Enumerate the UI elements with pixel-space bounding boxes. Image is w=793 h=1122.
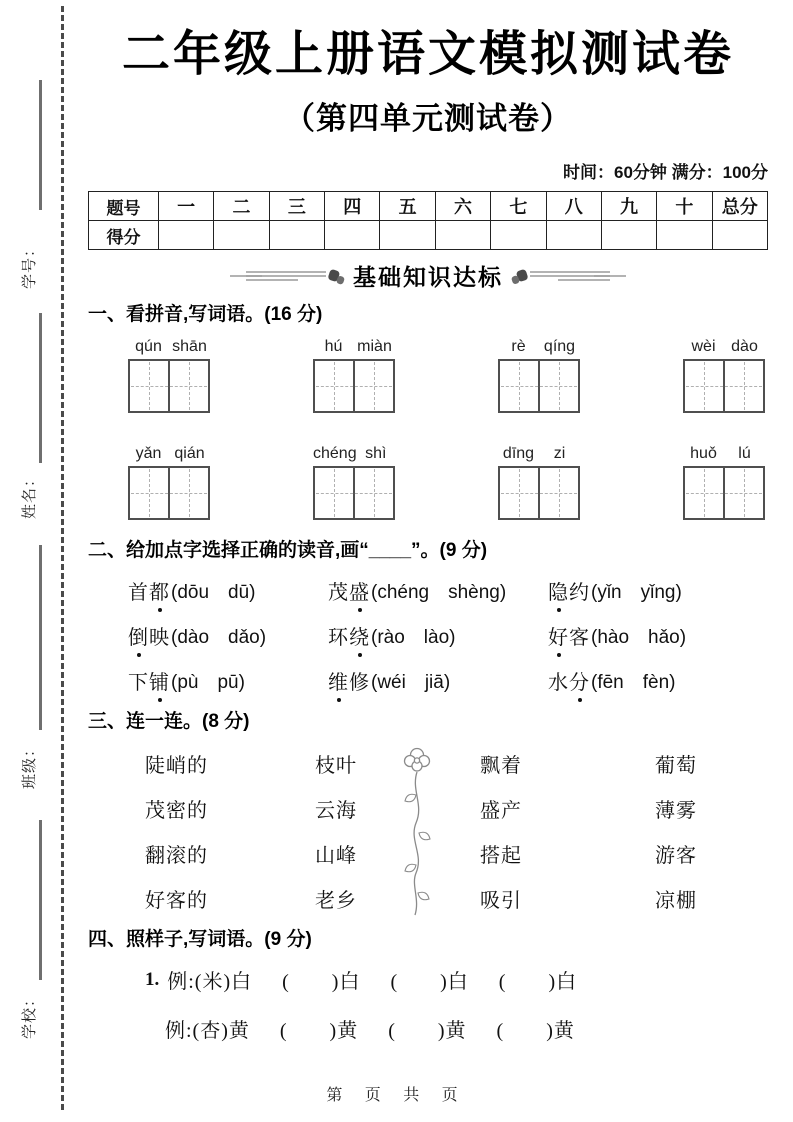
writing-box <box>498 359 580 413</box>
match-word: 茂密的 <box>145 800 208 823</box>
match-word: 葡萄 <box>655 755 697 778</box>
question-4-line-1 <box>88 965 768 994</box>
pinyin-syllable: qián <box>174 445 205 463</box>
match-word: 游客 <box>655 845 697 868</box>
pronunciation-item: 茂盛 (chéng shèng) <box>328 568 548 613</box>
pinyin-syllable: lú <box>738 445 751 463</box>
fill-blank: ( )白 <box>282 971 361 994</box>
section-banner-title: 基础知识达标 <box>353 264 503 291</box>
dotted-character: 分 <box>569 666 590 695</box>
writing-cell <box>538 468 578 518</box>
pinyin-syllable: dào <box>731 338 758 356</box>
writing-cell <box>723 468 763 518</box>
question-1-title: 一、看拼音,写词语。(16 分) <box>88 304 323 326</box>
score-header-cell: 七 <box>491 192 546 221</box>
pronunciation-item: 下铺 (pù pū) <box>128 658 328 703</box>
match-word: 老乡 <box>315 890 357 913</box>
writing-box <box>498 466 580 520</box>
pronunciation-item: 倒映 (dào dǎo) <box>128 613 328 658</box>
flower-vine-decoration-icon <box>396 745 438 917</box>
pinyin-syllable: wèi <box>691 338 716 356</box>
score-header-cell: 总分 <box>712 192 767 221</box>
writing-cell <box>353 468 393 518</box>
pinyin-group <box>498 445 580 520</box>
dotted-character: 倒 <box>128 621 149 650</box>
pinyin-syllable: yǎn <box>135 445 162 463</box>
points-label-cell: 得分 <box>89 221 159 250</box>
pinyin-options: (rào lào) <box>371 627 456 649</box>
student-info-fill-line <box>39 820 42 980</box>
paper-subtitle: （第四单元测试卷） <box>284 101 572 137</box>
dotted-character: 盛 <box>349 576 370 605</box>
pinyin-group <box>498 338 580 413</box>
pinyin-syllable: chéng <box>313 445 357 463</box>
pinyin-group <box>683 338 765 413</box>
pinyin-options: (yǐn yǐng) <box>591 582 682 604</box>
pinyin-options: (dōu dū) <box>171 582 256 604</box>
seal-line <box>61 6 64 1110</box>
match-word: 搭起 <box>480 845 522 868</box>
writing-cell <box>130 468 168 518</box>
score-table <box>88 191 768 250</box>
match-word: 陡峭的 <box>145 755 208 778</box>
writing-cell <box>500 361 538 411</box>
pinyin-options: (chéng shèng) <box>371 582 507 604</box>
pinyin-options: (wéi jiā) <box>371 672 451 694</box>
score-header-cell: 三 <box>269 192 324 221</box>
dotted-character: 好 <box>548 621 569 650</box>
pinyin-group <box>313 445 395 520</box>
writing-cell <box>315 361 353 411</box>
writing-cell <box>723 361 763 411</box>
student-info-fill-line <box>39 313 42 463</box>
writing-cell <box>500 468 538 518</box>
match-word: 薄雾 <box>655 800 697 823</box>
student-name-label: 姓名： <box>21 471 38 520</box>
sub-question-number: 1. <box>145 968 160 990</box>
pinyin-syllable: rè <box>511 338 526 356</box>
pinyin-syllable: hú <box>324 338 343 356</box>
writing-cell <box>353 361 393 411</box>
writing-cell <box>168 361 208 411</box>
pinyin-options: (dào dǎo) <box>171 627 267 649</box>
fill-blank: ( )黄 <box>279 1020 359 1043</box>
pinyin-syllable: qún <box>135 338 162 356</box>
writing-box <box>313 466 395 520</box>
fill-blank: ( )白 <box>498 971 578 994</box>
writing-cell <box>315 468 353 518</box>
match-word: 凉棚 <box>655 890 697 913</box>
match-word: 盛产 <box>480 800 522 823</box>
pronunciation-item: 首都 (dōu dū) <box>128 568 328 613</box>
pinyin-syllable: shān <box>172 338 207 356</box>
section-banner <box>88 259 768 292</box>
match-word: 山峰 <box>315 845 357 868</box>
question-3-matching <box>88 741 768 921</box>
pinyin-syllable: qíng <box>543 338 576 356</box>
points-empty-cell <box>214 221 269 250</box>
writing-cell <box>685 361 723 411</box>
writing-cell <box>538 361 578 411</box>
match-word: 翻滚的 <box>145 845 208 868</box>
pinyin-syllable: huǒ <box>690 445 717 463</box>
dotted-character: 都 <box>149 576 170 605</box>
question-4-line-2 <box>88 1014 768 1043</box>
score-table-header-row <box>89 192 768 221</box>
question-2-title: 二、给加点字选择正确的读音,画“____”。(9 分) <box>88 540 488 562</box>
question-3-title: 三、连一连。(8 分) <box>88 711 250 733</box>
pinyin-options: (hào hǎo) <box>591 627 687 649</box>
points-empty-cell <box>269 221 324 250</box>
example-blank: 例:(米)白 <box>167 971 253 994</box>
points-empty-cell <box>491 221 546 250</box>
match-word: 云海 <box>315 800 357 823</box>
dotted-character: 维 <box>328 666 349 695</box>
writing-box <box>683 466 765 520</box>
writing-box <box>128 359 210 413</box>
score-header-cell: 五 <box>380 192 435 221</box>
points-empty-cell <box>159 221 214 250</box>
match-word: 飘着 <box>480 755 522 778</box>
school-label: 学校： <box>21 991 38 1040</box>
time-score-info: 时间：60分钟 满分：100分 <box>563 163 768 183</box>
match-word: 枝叶 <box>315 755 357 778</box>
writing-box <box>683 359 765 413</box>
match-word: 好客的 <box>145 890 208 913</box>
score-header-cell: 九 <box>601 192 656 221</box>
dotted-character: 绕 <box>349 621 370 650</box>
question-4-title: 四、照样子,写词语。(9 分) <box>88 929 312 951</box>
score-header-cell: 题号 <box>89 192 159 221</box>
pinyin-syllable: dīng <box>502 445 535 463</box>
pinyin-group <box>313 338 395 413</box>
student-id-label: 学号： <box>21 241 38 290</box>
score-header-cell: 四 <box>325 192 380 221</box>
pronunciation-item: 好客 (hào hǎo) <box>548 613 768 658</box>
student-info-fill-line <box>39 545 42 730</box>
banner-ornament-right-icon <box>510 267 628 285</box>
score-table-points-row <box>89 221 768 250</box>
pinyin-syllable: shì <box>365 445 387 463</box>
points-empty-cell <box>380 221 435 250</box>
page-footer: 第 页 共 页 <box>326 1087 467 1104</box>
student-info-fill-line <box>39 80 42 210</box>
pronunciation-item: 水分 (fēn fèn) <box>548 658 768 703</box>
dotted-character: 隐 <box>548 576 569 605</box>
score-header-cell: 八 <box>546 192 601 221</box>
points-empty-cell <box>325 221 380 250</box>
pinyin-row-1 <box>88 338 768 413</box>
score-header-cell: 一 <box>159 192 214 221</box>
writing-cell <box>130 361 168 411</box>
pinyin-options: (pù pū) <box>171 672 245 694</box>
points-empty-cell <box>435 221 490 250</box>
writing-cell <box>168 468 208 518</box>
class-label: 班级： <box>21 741 38 790</box>
points-empty-cell <box>657 221 712 250</box>
banner-ornament-left-icon <box>228 267 346 285</box>
dotted-character: 铺 <box>149 666 170 695</box>
points-empty-cell <box>712 221 767 250</box>
writing-box <box>313 359 395 413</box>
match-word: 吸引 <box>480 890 522 913</box>
pinyin-options: (fēn fèn) <box>591 672 676 694</box>
points-empty-cell <box>546 221 601 250</box>
question-2-items <box>88 568 768 703</box>
writing-cell <box>685 468 723 518</box>
pinyin-row-2 <box>88 445 768 520</box>
pinyin-group <box>128 338 210 413</box>
score-header-cell: 六 <box>435 192 490 221</box>
fill-blank: ( )黄 <box>388 1020 467 1043</box>
example-blank: 例:(杏)黄 <box>165 1020 250 1043</box>
fill-blank: ( )黄 <box>496 1020 575 1043</box>
pinyin-group <box>128 445 210 520</box>
pronunciation-item: 隐约 (yǐn yǐng) <box>548 568 768 613</box>
paper-title: 二年级上册语文模拟测试卷 <box>121 28 734 81</box>
pronunciation-item: 维修 (wéi jiā) <box>328 658 548 703</box>
paper-content <box>88 0 768 1043</box>
pinyin-syllable: zi <box>553 445 566 463</box>
points-empty-cell <box>601 221 656 250</box>
writing-box <box>128 466 210 520</box>
score-header-cell: 十 <box>657 192 712 221</box>
pinyin-group <box>683 445 765 520</box>
fill-blank: ( )白 <box>390 971 469 994</box>
pinyin-syllable: miàn <box>357 338 392 356</box>
pronunciation-item: 环绕 (rào lào) <box>328 613 548 658</box>
score-header-cell: 二 <box>214 192 269 221</box>
